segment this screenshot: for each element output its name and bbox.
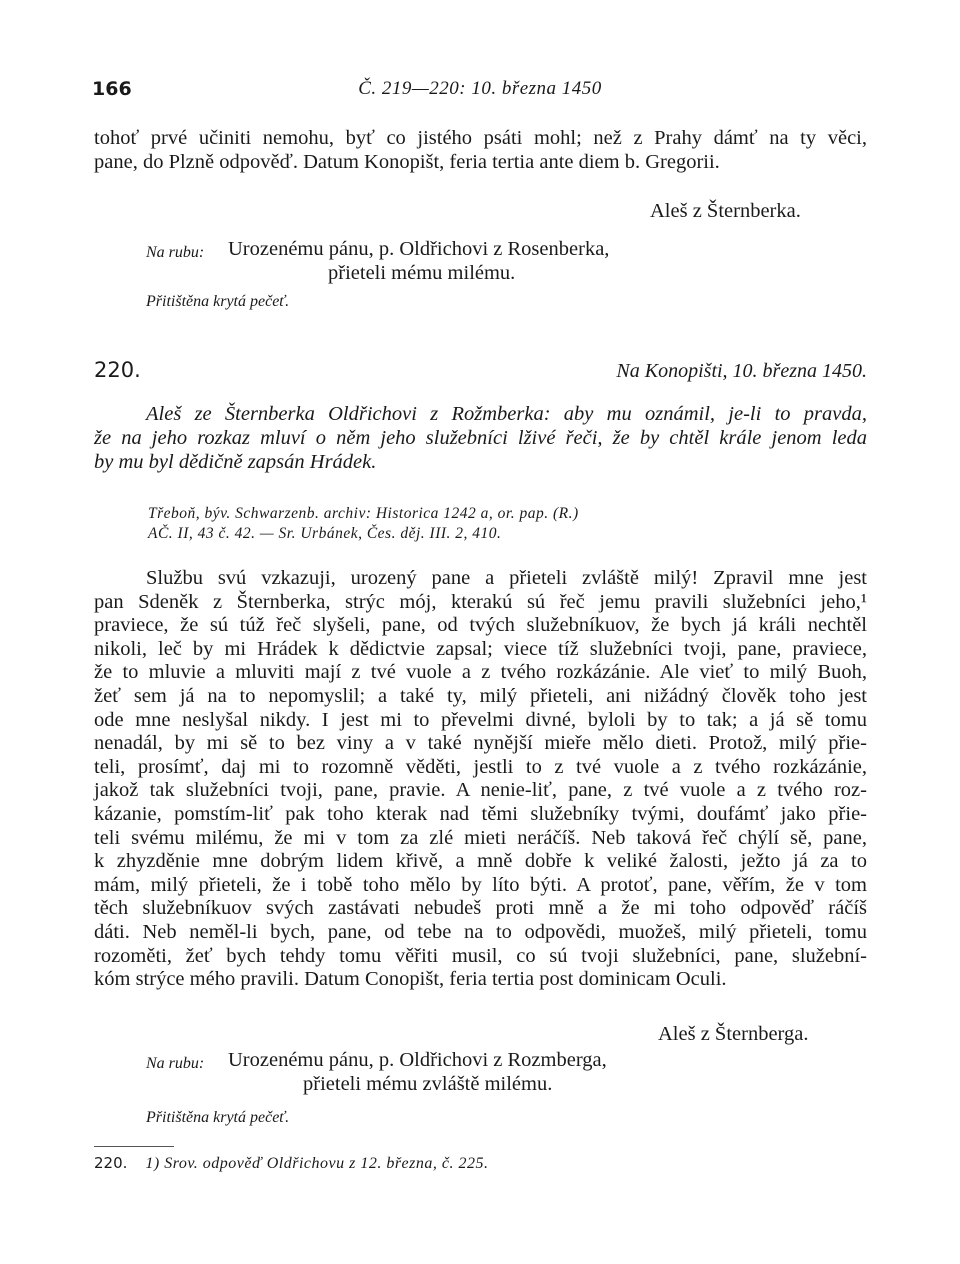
doc219-text	[94, 127, 867, 174]
body-line: rozoměti, žeť bych tehdy tomu věřiti musil, co sú tvoji služebníci, pane, služební-	[94, 944, 867, 967]
body-line: ode mne neslyšal nikdy. I jest mi to převelmi divné, byloli by to tak; a já sě tomu	[94, 708, 867, 731]
document-number: 220.	[94, 358, 141, 382]
body-line: jakož tak služebníci tvoji, pane, pravie. A nenie-liť, pane, z tvé vuole a z tvého roz-	[94, 779, 867, 802]
doc219-address-label: Na rubu:	[146, 244, 205, 261]
doc220-signature: Aleš z Šternberga.	[658, 1023, 809, 1045]
regest-line: že na jeho rozkaz mluví o něm jeho služebníci lživé řeči, že by chtěl krále jenom leda	[94, 427, 867, 449]
address-line: přieteli mému zvláště milému.	[303, 1072, 553, 1095]
footnote-divider	[94, 1146, 174, 1147]
doc219-seal-note: Přitištěna krytá pečeť.	[146, 293, 290, 310]
doc220-address	[228, 1049, 607, 1096]
body-line: kázanie, pomstím-liť pak toho kterak nad těmi služebníky tvými, doufámť jako přie-	[94, 802, 867, 825]
footnote-doc-ref: 220.	[94, 1154, 128, 1172]
page-number: 166	[92, 78, 132, 100]
document-place-date: Na Konopišti, 10. března 1450.	[616, 360, 867, 382]
body-line: nikoli, leč by mi Hrádek k dědictvie zapsal; viece tíž služebníci tvoji, pane, praviece,	[94, 637, 867, 660]
body-line: k zhyzděnie mne dobrým lidem křivě, a mně dobře k veliké žalosti, ježto já za to	[94, 850, 867, 873]
body-line: kóm strýce mého pravili. Datum Conopišt, feria tertia post dominicam Oculi.	[94, 968, 727, 991]
running-head: Č. 219—220: 10. března 1450	[358, 78, 602, 99]
source-line: Třeboň, býv. Schwarzenb. archiv: Historica 1242 a, or. pap. (R.)	[148, 505, 579, 522]
doc219-address	[228, 238, 609, 285]
doc220-address-label: Na rubu:	[146, 1055, 205, 1072]
doc220-seal-note: Přitištěna krytá pečeť.	[146, 1109, 290, 1126]
page-header	[92, 78, 868, 108]
address-line: Urozenému pánu, p. Oldřichovi z Rozmberga,	[228, 1049, 607, 1071]
text-line: tohoť prvé učiniti nemohu, byť co jistého psáti mohl; než z Prahy dámť na ty věci,	[94, 127, 867, 149]
body-line: pan Sdeněk z Šternberka, strýc mój, kterakú sú řeč jemu pravili služebníci jeho,¹	[94, 590, 867, 613]
body-line: žeť sem já na to nepomyslil; a také ty, milý přieteli, ani nižádný člověk toho jest	[94, 684, 867, 707]
doc219-signature: Aleš z Šternberka.	[650, 200, 801, 222]
body-line: teli, prosímť, daj mi to rozomně věděti, jestli to z tvé vuole a z tvého rozkázánie,	[94, 755, 867, 778]
body-line: nenadál, by mi sě to bez viny a v také nynější mieře mělo dieti. Protož, milý přie-	[94, 732, 867, 755]
text-line: pane, do Plzně odpověď. Datum Konopišt, feria tertia ante diem b. Gregorii.	[94, 150, 720, 173]
body-line: mám, milý přieteli, že i tobě toho mělo by líto býti. A protoť, pane, věřím, že v tom	[94, 873, 867, 896]
body-line: Službu svú vzkazuji, urozený pane a přieteli zvláště milý! Zpravil mne jest	[146, 567, 867, 589]
document-regest	[94, 402, 867, 474]
document-body	[94, 567, 867, 992]
body-line: dáti. Neb neměl-li bych, pane, od tebe na to odpovědi, muožeš, milý přieteli, tomu	[94, 920, 867, 943]
regest-line: by mu byl dědičně zapsán Hrádek.	[94, 451, 377, 473]
address-line: Urozenému pánu, p. Oldřichovi z Rosenberka,	[228, 238, 610, 260]
body-line: praviece, že sú túž řeč slyšeli, pane, od tvých služebníkuov, že bych já králi nechtěl	[94, 614, 867, 637]
footnote	[94, 1154, 488, 1173]
body-line: těch služebníkuov svých zastávati nebudeš proti mně a že mi toho odpověď ráčíš	[94, 897, 867, 920]
address-line: přieteli mému milému.	[328, 261, 516, 284]
source-line: AČ. II, 43 č. 42. — Sr. Urbánek, Čes. děj. III. 2, 410.	[148, 525, 502, 542]
regest-line: Aleš ze Šternberka Oldřichovi z Rožmberka: aby mu oznámil, je-li to pravda,	[146, 403, 867, 425]
body-line: teli svému milému, že mi v tom za zlé mieti neráčíš. Neb taková řeč chýlí sě, pane,	[94, 826, 867, 849]
body-line: že to mluvie a mluviti mají z tvé vuole a z tvého rozkázánie. Ale vieť to milý Buoh,	[94, 661, 867, 684]
footnote-text: 1) Srov. odpověď Oldřichovu z 12. března, č. 225.	[145, 1155, 489, 1172]
